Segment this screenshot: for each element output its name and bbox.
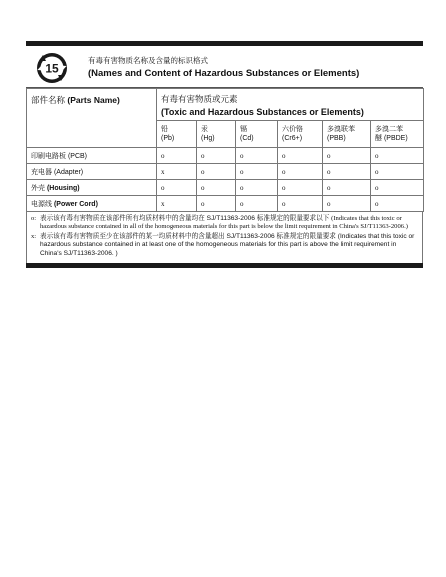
mark-cell: o [371,164,424,180]
element-header-hg: 汞 (Hg) [197,121,236,148]
note-o-cn: 表示该有毒有害物质在该部件所有均质材料中的含量均在 SJ/T11363-2006 标准规定的限量要求以下 [40,215,330,222]
mark-cell: o [236,164,278,180]
note-x-marker: x: [31,232,37,240]
mark-cell: o [197,196,236,212]
part-name-adapter: 充电器 (Adapter) [27,164,157,180]
note-o-symbol [31,215,418,232]
parts-name-header [27,89,157,148]
table-row [27,196,424,212]
mark-cell: o [197,164,236,180]
mark-cell: o [371,180,424,196]
table-row [27,180,424,196]
mark-cell: o [371,196,424,212]
mark-cell: o [236,180,278,196]
hazardous-substances-table [26,88,424,212]
table-row [27,148,424,164]
note-x-en: (Indicates that this toxic or hazardous substance contained in at least one of the homogeneous materials for this part is above the limit requirement in China's SJ/T11363-2006. ) [40,232,415,257]
element-header-pb: 铅 (Pb) [157,121,197,148]
mark-cell: o [278,180,323,196]
element-header-pbb: 多溴联苯 (PBB) [323,121,371,148]
note-o-marker: o: [31,215,37,222]
bottom-border-bar [26,263,423,268]
mark-cell: o [157,180,197,196]
substances-header-cn: 有毒有害物质或元素 [161,94,238,104]
mark-cell: o [371,148,424,164]
mark-cell: o [278,148,323,164]
mark-cell: x [157,164,197,180]
element-header-cr6: 六价铬 (Cr6+) [278,121,323,148]
part-name-housing: 外壳 (Housing) [27,180,157,196]
mark-cell: o [278,196,323,212]
mark-cell: o [197,180,236,196]
part-name-pcb: 印刷电路板 (PCB) [27,148,157,164]
parts-header-en: (Parts Name) [67,95,120,105]
note-x-cn: 表示该有毒有害物质至少在该部件的某一均质材料中的含量超出 SJ/T11363-2006 标准规定的限量要求 [40,232,336,240]
hazardous-substances-sheet [26,41,423,268]
epup-period-label: 15 [45,61,59,76]
mark-cell: o [157,148,197,164]
title-chinese: 有毒有害物质名称及含量的标识格式 [88,56,208,65]
table-row [27,164,424,180]
note-o-en: (Indicates that this toxic or hazardous substance contained in all of the homogeneous materials for this part is below the limit requirement in China's SJ/T11363-2006.) [40,215,408,231]
mark-cell: o [323,148,371,164]
mark-cell: o [197,148,236,164]
substances-header-en: (Toxic and Hazardous Substances or Elements) [161,107,364,117]
legend-notes [26,212,423,263]
mark-cell: o [323,196,371,212]
element-header-cd: 镉 (Cd) [236,121,278,148]
epup-recycle-icon [36,52,68,84]
element-header-pbde: 多溴二苯 醚 (PBDE) [371,121,424,148]
mark-cell: o [323,180,371,196]
mark-cell: o [236,196,278,212]
part-name-power-cord: 电源线 (Power Cord) [27,196,157,212]
mark-cell: o [278,164,323,180]
title-english: (Names and Content of Hazardous Substances or Elements) [88,68,360,79]
note-x-symbol [31,233,418,258]
parts-header-cn: 部件名称 [31,95,66,105]
mark-cell: o [323,164,371,180]
mark-cell: o [236,148,278,164]
sheet-header [26,46,423,88]
mark-cell: x [157,196,197,212]
substances-header [157,89,424,121]
